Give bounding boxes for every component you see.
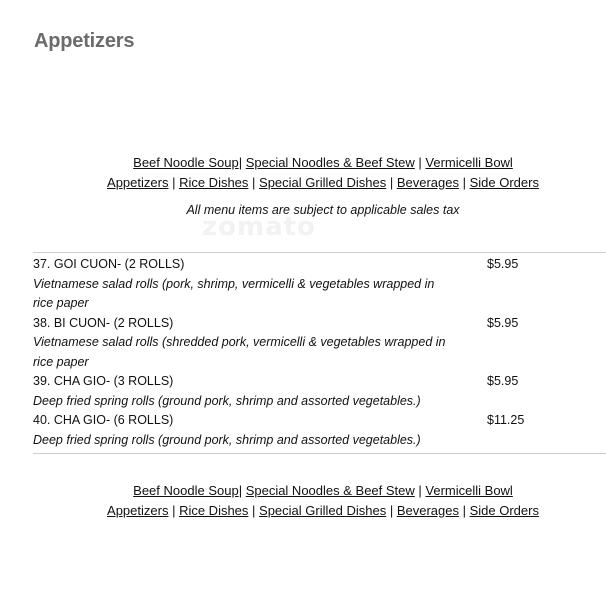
menu-item-price: $5.95 (487, 315, 519, 330)
menu-item-line (33, 372, 606, 392)
nav-separator: | (414, 483, 426, 498)
nav-separator: | (238, 155, 246, 170)
zomato-watermark: zomato (202, 212, 316, 242)
nav-link-rice-dishes[interactable]: Rice Dishes (179, 175, 249, 190)
nav-link-special-grilled-dishes[interactable]: Special Grilled Dishes (259, 503, 387, 518)
menu-item-name: 38. BI CUON- (2 ROLLS) (33, 315, 174, 330)
menu-item-name: 40. CHA GIO- (6 ROLLS) (33, 413, 174, 427)
nav-link-beef-noodle-soup[interactable]: Beef Noodle Soup (133, 483, 239, 498)
menu-item (33, 314, 606, 373)
nav-link-appetizers[interactable]: Appetizers (107, 175, 169, 190)
nav-link-special-noodles-beef-stew[interactable]: Special Noodles & Beef Stew (245, 483, 415, 498)
menu-item-description: Deep fried spring rolls (ground pork, shrimp and assorted vegetables.) (33, 432, 421, 447)
nav-link-appetizers[interactable]: Appetizers (107, 503, 169, 518)
nav-separator: | (458, 175, 470, 190)
nav-link-special-grilled-dishes[interactable]: Special Grilled Dishes (259, 175, 387, 190)
nav-separator: | (168, 175, 180, 190)
menu-item-line (33, 314, 606, 334)
menu-item-description: Vietnamese salad rolls (shredded pork, vermicelli & vegetables wrapped in rice paper (33, 335, 446, 369)
nav-row (0, 153, 606, 173)
menu-item-description: Vietnamese salad rolls (pork, shrimp, vermicelli & vegetables wrapped in rice paper (33, 276, 435, 310)
nav-link-beverages[interactable]: Beverages (396, 503, 459, 518)
nav-separator: | (248, 503, 260, 518)
nav-separator: | (458, 503, 470, 518)
nav-link-beverages[interactable]: Beverages (396, 175, 459, 190)
menu-item-price: $11.25 (487, 413, 525, 427)
menu-item-price: $5.95 (487, 374, 519, 388)
menu-item (33, 372, 606, 411)
nav-separator: | (168, 503, 180, 518)
menu-item-name: 39. CHA GIO- (3 ROLLS) (33, 374, 174, 388)
nav-link-vermicelli-bowl[interactable]: Vermicelli Bowl (425, 483, 513, 498)
nav-link-rice-dishes[interactable]: Rice Dishes (179, 503, 249, 518)
nav-separator: | (238, 483, 246, 498)
menu-item (33, 255, 606, 314)
nav-separator: | (414, 155, 426, 170)
category-nav-top (0, 153, 606, 193)
nav-separator: | (386, 175, 397, 190)
category-nav-bottom (0, 481, 606, 521)
nav-row (0, 501, 606, 521)
nav-link-vermicelli-bowl[interactable]: Vermicelli Bowl (425, 155, 513, 170)
menu-item-line (33, 411, 606, 431)
nav-link-special-noodles-beef-stew[interactable]: Special Noodles & Beef Stew (245, 155, 415, 170)
menu-item (33, 411, 606, 450)
nav-row (0, 481, 606, 501)
menu-item-description: Deep fried spring rolls (ground pork, shrimp and assorted vegetables.) (33, 393, 421, 408)
nav-link-beef-noodle-soup[interactable]: Beef Noodle Soup (133, 155, 239, 170)
nav-link-side-orders[interactable]: Side Orders (469, 503, 539, 518)
nav-link-side-orders[interactable]: Side Orders (469, 175, 539, 190)
nav-row (0, 173, 606, 193)
nav-separator: | (386, 503, 397, 518)
menu-item-line (33, 255, 606, 275)
menu-items-table (33, 252, 606, 454)
menu-item-name: 37. GOI CUON- (2 ROLLS) (33, 257, 185, 271)
tax-note: All menu items are subject to applicable sales tax (186, 203, 460, 217)
menu-item-price: $5.95 (487, 257, 519, 271)
nav-separator: | (248, 175, 260, 190)
page-title: Appetizers (34, 30, 135, 52)
